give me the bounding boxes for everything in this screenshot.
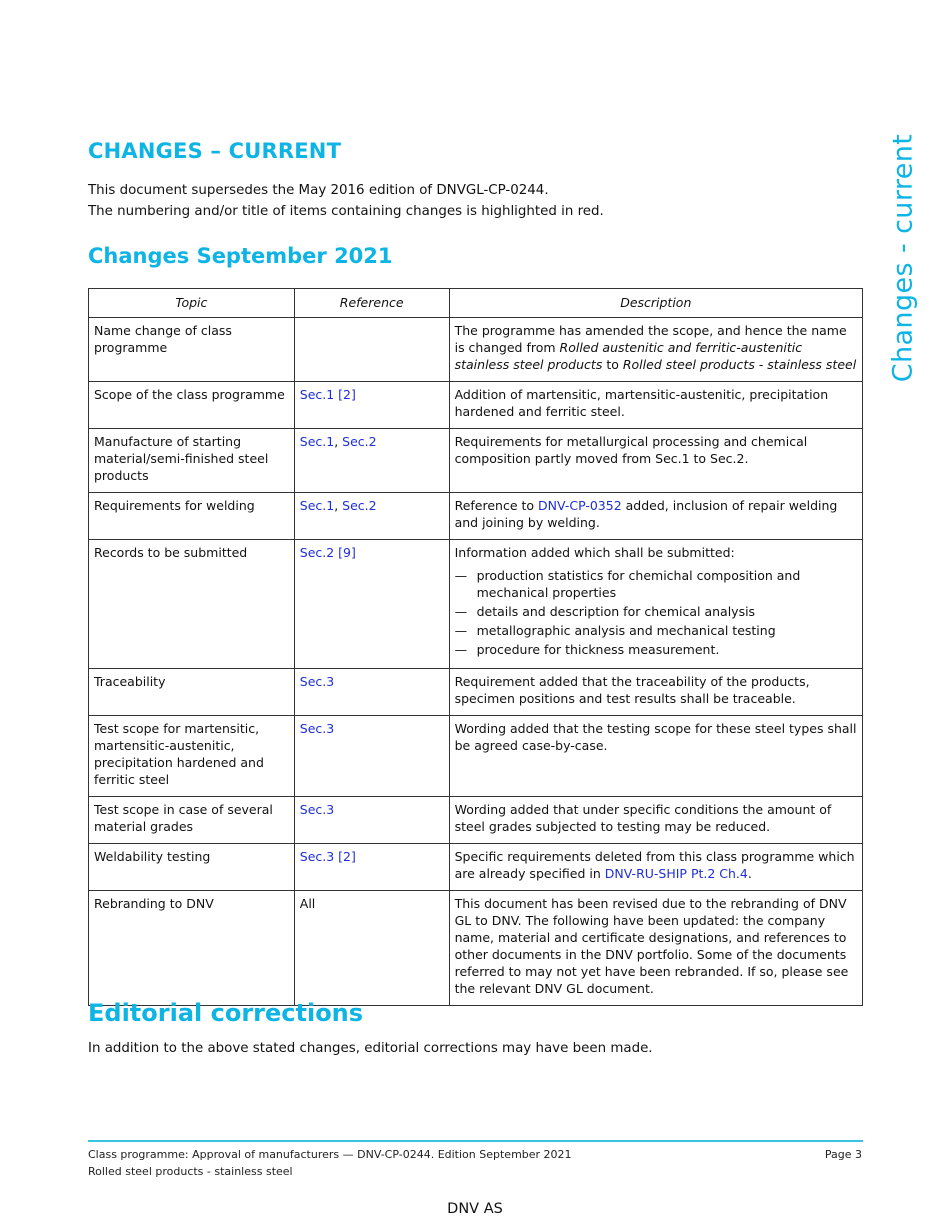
description-segment: Wording added that under specific conditions the amount of steel grades subjected to testing may be reduced. <box>454 802 832 834</box>
cell-description <box>449 540 862 669</box>
description-text <box>455 848 857 882</box>
side-title-vertical: Changes - current <box>887 133 919 383</box>
description-text <box>455 673 857 707</box>
reference-link[interactable]: Sec.2 <box>342 498 377 513</box>
header-description: Description <box>449 289 862 318</box>
cell-topic: Test scope in case of several material grades <box>89 797 295 844</box>
description-italic: Rolled steel products - stainless steel <box>622 357 857 372</box>
cell-description <box>449 844 862 891</box>
description-segment: to <box>602 357 623 372</box>
header-topic: Topic <box>89 289 295 318</box>
description-link[interactable]: DNV-RU-SHIP Pt.2 Ch.4 <box>604 866 748 881</box>
description-text <box>455 433 857 467</box>
section-title: Changes September 2021 <box>88 244 393 268</box>
cell-topic: Manufacture of starting material/semi-finished steel products <box>89 429 295 493</box>
cell-description <box>449 318 862 382</box>
description-text <box>455 895 857 997</box>
cell-reference <box>294 844 449 891</box>
cell-topic: Traceability <box>89 669 295 716</box>
reference-link[interactable]: Sec.3 <box>299 721 335 736</box>
cell-reference <box>294 493 449 540</box>
list-item: — metallographic analysis and mechanical testing <box>455 622 857 639</box>
table-body <box>89 318 863 1006</box>
table-row <box>89 669 863 716</box>
description-text <box>455 544 857 561</box>
cell-topic: Rebranding to DNV <box>89 891 295 1006</box>
cell-description <box>449 891 862 1006</box>
cell-topic: Requirements for welding <box>89 493 295 540</box>
editorial-text: In addition to the above stated changes, editorial corrections may have been made. <box>88 1041 653 1056</box>
table-row <box>89 382 863 429</box>
description-segment: Addition of martensitic, martensitic-austenitic, precipitation hardened and ferritic steel. <box>454 387 829 419</box>
table-row <box>89 797 863 844</box>
table-row <box>89 429 863 493</box>
table-header-row <box>89 289 863 318</box>
cell-reference <box>294 891 449 1006</box>
reference-text: , <box>334 498 343 513</box>
table-row <box>89 716 863 797</box>
editorial-title: Editorial corrections <box>88 999 364 1027</box>
description-text <box>455 720 857 754</box>
reference-link[interactable]: Sec.2 [9] <box>299 545 356 560</box>
cell-description <box>449 797 862 844</box>
reference-link[interactable]: Sec.1 <box>299 434 335 449</box>
intro-text <box>88 180 604 222</box>
description-segment: Reference to <box>454 498 539 513</box>
table-row <box>89 493 863 540</box>
reference-link[interactable]: Sec.2 <box>342 434 377 449</box>
table-row <box>89 318 863 382</box>
header-reference: Reference <box>294 289 449 318</box>
cell-topic: Records to be submitted <box>89 540 295 669</box>
dash-list <box>455 567 857 658</box>
description-segment: Specific requirements deleted from this class programme which are already specified in <box>454 849 855 881</box>
description-segment: Information added which shall be submitted: <box>454 545 735 560</box>
intro-line-1: This document supersedes the May 2016 edition of DNVGL-CP-0244. <box>88 183 549 198</box>
description-segment: Requirements for metallurgical processing and chemical composition partly moved from Sec.1 to Sec.2. <box>454 434 808 466</box>
cell-reference <box>294 797 449 844</box>
cell-topic: Scope of the class programme <box>89 382 295 429</box>
intro-line-2: The numbering and/or title of items containing changes is highlighted in red. <box>88 204 604 219</box>
reference-link[interactable]: Sec.3 <box>299 802 335 817</box>
cell-reference <box>294 318 449 382</box>
description-segment: Wording added that the testing scope for these steel types shall be agreed case-by-case. <box>454 721 857 753</box>
cell-reference <box>294 716 449 797</box>
cell-description <box>449 716 862 797</box>
cell-description <box>449 382 862 429</box>
description-italic: Rolled austenitic and ferritic-austenitic stainless steel products <box>454 340 803 372</box>
description-link[interactable]: DNV-CP-0352 <box>538 498 622 513</box>
table-row <box>89 844 863 891</box>
cell-reference <box>294 669 449 716</box>
cell-topic: Test scope for martensitic, martensitic-austenitic, precipitation hardened and ferritic steel <box>89 716 295 797</box>
reference-link[interactable]: Sec.3 [2] <box>299 849 356 864</box>
list-item: — procedure for thickness measurement. <box>455 641 857 658</box>
table-row <box>89 540 863 669</box>
page-number: Page 3 <box>824 1148 862 1161</box>
footer-line-2: Rolled steel products - stainless steel <box>88 1165 293 1178</box>
reference-link[interactable]: Sec.1 [2] <box>299 387 356 402</box>
cell-topic: Weldability testing <box>89 844 295 891</box>
cell-description <box>449 493 862 540</box>
cell-reference <box>294 382 449 429</box>
list-item: — details and description for chemical analysis <box>455 603 857 620</box>
description-text <box>455 801 857 835</box>
changes-table <box>88 288 863 1006</box>
reference-text: , <box>334 434 343 449</box>
description-text <box>455 497 857 531</box>
cell-topic: Name change of class programme <box>89 318 295 382</box>
cell-description <box>449 669 862 716</box>
description-segment: . <box>747 866 752 881</box>
description-segment: Requirement added that the traceability of the products, specimen positions and test results shall be traceable. <box>454 674 810 706</box>
page-heading: CHANGES – CURRENT <box>88 139 342 163</box>
footer-divider <box>88 1140 863 1142</box>
cell-description <box>449 429 862 493</box>
footer-line-1: Class programme: Approval of manufacturers — DNV-CP-0244. Edition September 2021 <box>88 1148 572 1161</box>
company-name: DNV AS <box>447 1201 503 1217</box>
description-segment: added, inclusion of repair welding and joining by welding. <box>454 498 838 530</box>
description-segment: The programme has amended the scope, and hence the name is changed from <box>454 323 847 355</box>
cell-reference <box>294 540 449 669</box>
description-segment: This document has been revised due to the rebranding of DNV GL to DNV. The following have been updated: the company name, material and certificate designations, and references to other documents in the DNV portfolio. Some of the documents referred to may not yet have been rebranded. If so, please see the relevant DNV GL document. <box>454 896 849 996</box>
list-item: — production statistics for chemichal composition and mechanical properties <box>455 567 857 601</box>
cell-reference <box>294 429 449 493</box>
table-row <box>89 891 863 1006</box>
reference-link[interactable]: Sec.3 <box>299 674 335 689</box>
description-text <box>455 386 857 420</box>
description-text <box>455 322 857 373</box>
footer-document-info <box>88 1146 572 1180</box>
reference-link[interactable]: Sec.1 <box>299 498 335 513</box>
reference-text: All <box>299 896 316 911</box>
